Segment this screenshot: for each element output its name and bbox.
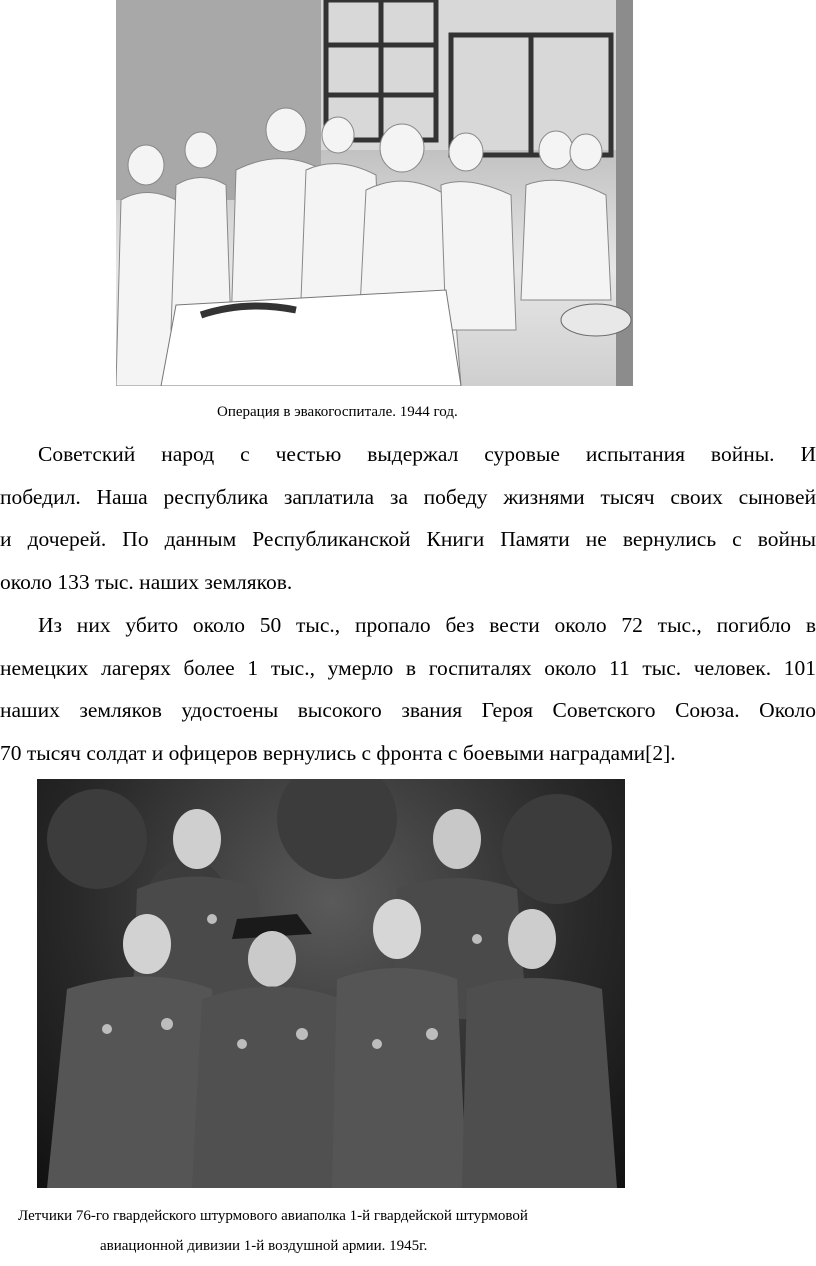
photo-hospital-illustration (116, 0, 633, 386)
photo-pilots-group (37, 779, 625, 1188)
photo-hospital-operation (116, 0, 633, 386)
paragraph-2-line: Из них убито около 50 тыс., пропало без вести около 72 тыс., погибло в (38, 613, 816, 637)
paragraph-1-line: Советский народ с честью выдержал суровые испытания войны. И (38, 442, 816, 466)
figure2-caption-line2: авиационной дивизии 1-й воздушной армии. 1945г. (100, 1238, 428, 1254)
figure1-caption: Операция в эвакогоспитале. 1944 год. (217, 404, 458, 420)
paragraph-2-line: наших земляков удостоены высокого звания Героя Советского Союза. Около (0, 698, 816, 722)
paragraph-1-line: и дочерей. По данным Республиканской Книги Памяти не вернулись с войны (0, 527, 816, 551)
photo-pilots-illustration (37, 779, 625, 1188)
figure2-caption-line1: Летчики 76-го гвардейского штурмового авиаполка 1-й гвардейской штурмовой (18, 1208, 528, 1224)
paragraph-2-line: немецких лагерях более 1 тыс., умерло в госпиталях около 11 тыс. человек. 101 (0, 655, 816, 680)
paragraph-1 (0, 433, 816, 603)
paragraph-2 (0, 604, 816, 774)
paragraph-1-line: победил. Наша республика заплатила за победу жизнями тысяч своих сыновей (0, 484, 816, 509)
paragraph-2-line: 70 тысяч солдат и офицеров вернулись с фронта с боевыми наградами[2]. (0, 740, 676, 765)
paragraph-1-line: около 133 тыс. наших земляков. (0, 569, 293, 594)
